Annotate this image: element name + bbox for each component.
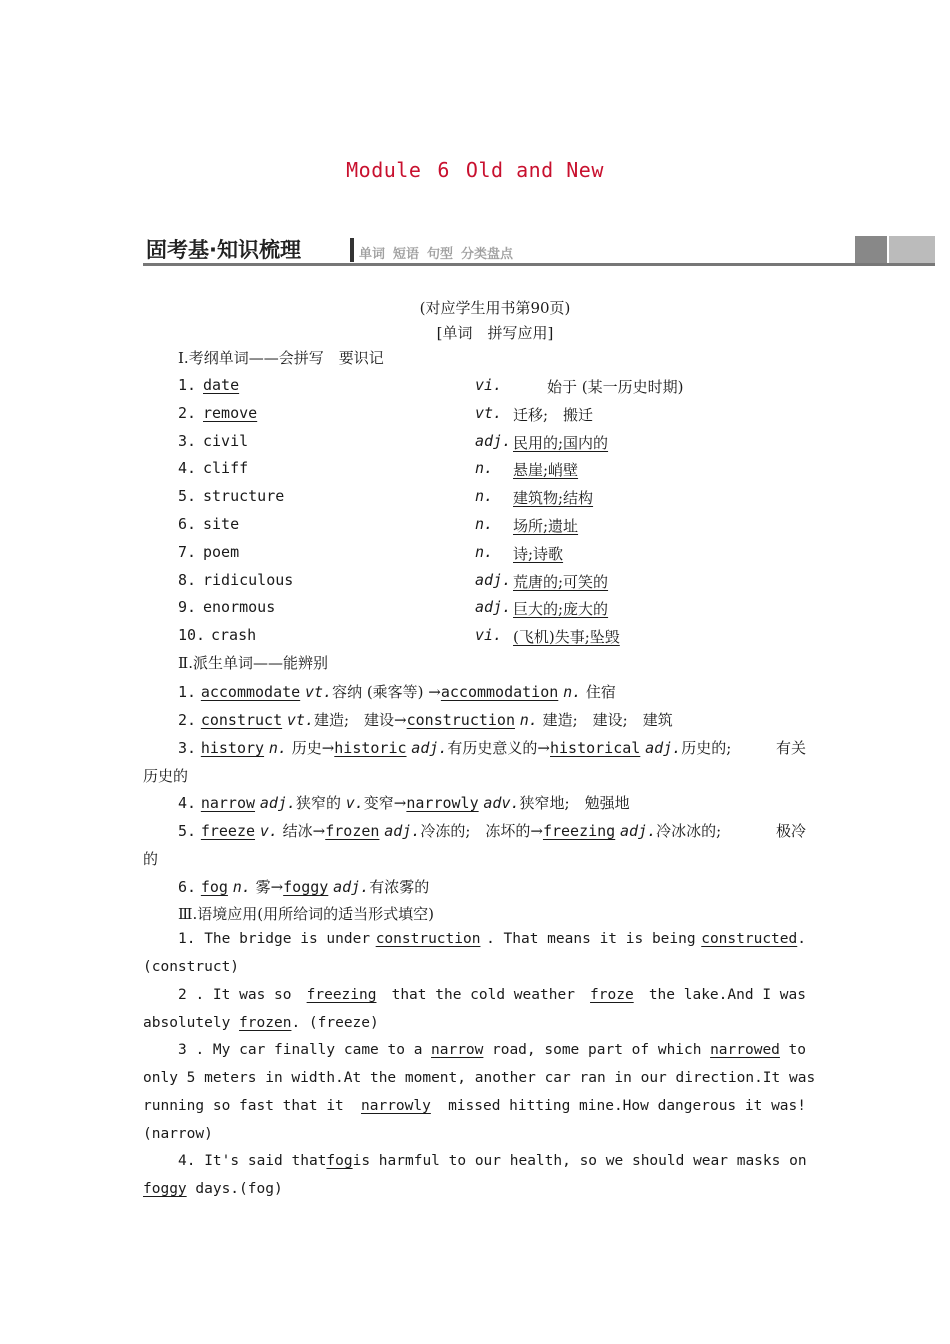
vocab-word: ridiculous	[203, 570, 294, 589]
derivation-line-5	[178, 820, 806, 841]
sentence-text: absolutely	[143, 1015, 231, 1031]
word-meaning: 有历史意义的→	[447, 739, 550, 757]
sentence-text: running so fast that it	[143, 1098, 344, 1114]
word-meaning: 住宿	[585, 683, 616, 701]
sentence-4-line-2	[143, 1181, 283, 1197]
part-of-speech: n.	[475, 542, 494, 561]
derived-word: foggy	[283, 878, 329, 896]
answer-blank: narrow	[431, 1042, 484, 1058]
part-of-speech: vi.	[475, 626, 503, 645]
item-number: 6.	[178, 878, 197, 896]
derived-word: narrow	[200, 794, 256, 812]
word-meaning: 变窄→	[363, 794, 407, 812]
answer-blank: freezing	[306, 987, 377, 1003]
item-number: 2.	[178, 711, 197, 729]
item-number: 1.	[178, 683, 197, 701]
sentence-text: is harmful to our health, so we should wear masks on	[352, 1153, 807, 1169]
derivation-line-2	[178, 709, 673, 730]
word-meaning: 场所;遗址	[513, 517, 579, 535]
answer-blank: constructed	[701, 931, 798, 947]
sentence-text: that the cold weather	[391, 987, 575, 1003]
derivation-line-3	[178, 737, 806, 758]
part2-heading: Ⅱ.派生单词——能辨别	[178, 654, 328, 672]
page-reference: (对应学生用书第90页)	[419, 299, 571, 317]
part-of-speech: adj.	[384, 822, 421, 840]
item-number: 2.	[178, 403, 197, 422]
sentence-1-line-1	[178, 931, 806, 947]
sentence-text: . (freeze)	[291, 1015, 379, 1031]
word-meaning: 历史→	[291, 739, 335, 757]
derived-word: freeze	[200, 822, 256, 840]
derived-word: accommodation	[440, 683, 559, 701]
answer-blank: narrowly	[361, 1098, 431, 1114]
sentence-3-line-1	[178, 1042, 806, 1058]
part-of-speech: vi.	[475, 376, 503, 394]
word-meaning: 诗;诗歌	[513, 544, 564, 563]
section-banner	[143, 232, 935, 266]
answer-blank: froze	[590, 987, 634, 1003]
derived-word: narrowly	[406, 794, 479, 812]
item-number: 3.	[178, 739, 197, 757]
banner-sub-item: 短语	[393, 247, 420, 262]
vocab-word: remove	[203, 403, 258, 422]
part-of-speech: adj.	[259, 794, 296, 812]
word-meaning: 迁移; 搬迁	[513, 405, 594, 424]
item-number: 6.	[178, 515, 197, 533]
word-meaning: 悬崖;峭壁	[513, 461, 579, 480]
item-number: 1.	[178, 376, 197, 394]
part-of-speech: n.	[475, 515, 494, 533]
item-number: 9.	[178, 598, 197, 617]
title-module: Module	[346, 158, 422, 182]
derivation-line-5-cont: 的	[143, 850, 159, 868]
vocab-word: site	[203, 515, 240, 533]
derivation-line-1	[178, 681, 616, 702]
vocab-word: enormous	[203, 598, 276, 617]
vocab-word: poem	[203, 542, 240, 561]
answer-blank: construction	[375, 931, 481, 947]
word-meaning: 历史的;	[681, 739, 732, 757]
item-number: 8.	[178, 570, 197, 589]
banner-title: 固考基·知识梳理	[146, 238, 301, 262]
derived-word: fog	[200, 878, 228, 896]
part-of-speech: v.	[345, 794, 364, 812]
word-meaning: 冷冰冰的;	[656, 822, 722, 840]
part-of-speech: vt.	[475, 403, 503, 422]
answer-blank: foggy	[143, 1181, 187, 1197]
derived-word: construct	[200, 711, 283, 729]
item-number: 3.	[178, 431, 197, 450]
section-tag: [单词 拼写应用]	[436, 324, 554, 342]
word-meaning: 雾→	[255, 878, 284, 896]
sentence-3-line-3	[143, 1098, 806, 1114]
part-of-speech: adj.	[333, 878, 370, 896]
item-number: 5.	[178, 487, 197, 506]
banner-sub-item: 单词	[359, 247, 386, 262]
vocab-word: date	[203, 376, 240, 394]
word-meaning: 巨大的;庞大的	[513, 600, 609, 619]
answer-blank: frozen	[239, 1015, 292, 1031]
part-of-speech: adv.	[483, 794, 520, 812]
derived-word: construction	[406, 711, 515, 729]
sentence-text: . That means it is being	[486, 931, 696, 947]
part-of-speech: adj.	[645, 739, 682, 757]
vocab-word: civil	[203, 431, 249, 450]
derived-word: accommodate	[200, 683, 301, 701]
banner-rule	[143, 263, 935, 266]
part-of-speech: v.	[259, 822, 278, 840]
derivation-line-3-cont: 历史的	[143, 767, 189, 785]
word-meaning: 容纳 (乘客等) →	[332, 683, 441, 701]
sentence-text: 3 . My car finally came to a	[178, 1042, 423, 1058]
sentence-text: the lake.And I was	[648, 987, 806, 1003]
word-meaning: 民用的;国内的	[513, 433, 609, 452]
sentence-2-line-1	[178, 987, 806, 1003]
item-number: 7.	[178, 542, 197, 561]
word-meaning: 冷冻的; 冻坏的→	[420, 822, 543, 840]
sentence-2-line-2	[143, 1015, 379, 1031]
word-meaning: 建造; 建设→	[314, 711, 407, 729]
sentence-text: .	[797, 931, 806, 947]
sentence-text: road, some part of which	[491, 1042, 702, 1058]
part1-heading: Ⅰ.考纲单词——会拼写 要识记	[178, 349, 384, 367]
word-meaning: 结冰→	[282, 822, 326, 840]
sentence-text: only 5 meters in width.At the moment, another car ran in our direction.It was	[143, 1070, 816, 1086]
sentence-3-line-2	[143, 1070, 816, 1086]
part-of-speech: adj.	[475, 431, 512, 450]
part-of-speech: n.	[475, 487, 494, 506]
page-title	[0, 158, 950, 182]
vocab-word: structure	[203, 487, 285, 506]
sentence-1-line-2: (construct)	[143, 959, 240, 975]
word-meaning: 荒唐的;可笑的	[513, 572, 609, 591]
banner-block-light	[889, 236, 935, 263]
part-of-speech: vt.	[286, 711, 314, 729]
sentence-4-line-1	[178, 1153, 806, 1169]
banner-divider	[350, 238, 354, 262]
part-of-speech: adj.	[475, 598, 512, 617]
part-of-speech: n.	[519, 711, 538, 729]
part-of-speech: n.	[563, 683, 582, 701]
part3-heading: Ⅲ.语境应用(用所给词的适当形式填空)	[178, 905, 434, 923]
derived-word: historical	[550, 739, 641, 757]
derived-word: freezing	[542, 822, 616, 840]
part-of-speech: adj.	[411, 739, 448, 757]
word-meaning: 有关	[775, 739, 806, 757]
title-number: 6	[437, 158, 450, 182]
item-number: 10.	[178, 626, 206, 645]
item-number: 4.	[178, 794, 197, 812]
title-name: Old and New	[465, 158, 604, 182]
derived-word: historic	[334, 739, 407, 757]
vocab-word: crash	[211, 626, 257, 645]
banner-sub-item: 分类盘点	[461, 247, 514, 262]
part-of-speech: n.	[268, 739, 287, 757]
vocab-word: cliff	[203, 459, 249, 478]
sentence-text: days.(fog)	[195, 1181, 283, 1197]
word-meaning: 狭窄的	[295, 794, 341, 812]
derived-word: history	[200, 739, 265, 757]
sentence-text: 4. It's said that	[178, 1153, 327, 1169]
item-number: 4.	[178, 459, 197, 478]
banner-subtitle	[359, 243, 521, 262]
sentence-text: missed hitting mine.How dangerous it was!	[448, 1098, 806, 1114]
item-number: 5.	[178, 822, 197, 840]
derivation-line-6	[178, 876, 429, 897]
derived-word: frozen	[325, 822, 380, 840]
part-of-speech: n.	[475, 459, 494, 478]
part-of-speech: vt.	[304, 683, 333, 701]
derivation-line-4	[178, 792, 630, 813]
answer-blank: fog	[326, 1153, 353, 1169]
sentence-3-line-4: (narrow)	[143, 1126, 213, 1142]
sentence-text: to	[788, 1042, 806, 1058]
sentence-text: 1. The bridge is under	[178, 931, 371, 947]
answer-blank: narrowed	[710, 1042, 780, 1058]
sentence-text: 2 . It was so	[178, 987, 292, 1003]
word-meaning: (飞机)失事;坠毁	[513, 628, 620, 647]
banner-sub-item: 句型	[427, 247, 454, 262]
banner-block-dark	[855, 236, 887, 263]
word-meaning: 始于 (某一历史时期)	[547, 378, 684, 396]
part-of-speech: adj.	[619, 822, 657, 840]
word-meaning: 极冷	[775, 822, 806, 840]
word-meaning: 狭窄地; 勉强地	[519, 794, 630, 812]
part-of-speech: adj.	[475, 570, 512, 589]
word-meaning: 建造; 建设; 建筑	[542, 711, 673, 729]
word-meaning: 建筑物;结构	[513, 489, 594, 508]
part-of-speech: n.	[232, 878, 251, 896]
word-meaning: 有浓雾的	[369, 878, 430, 896]
